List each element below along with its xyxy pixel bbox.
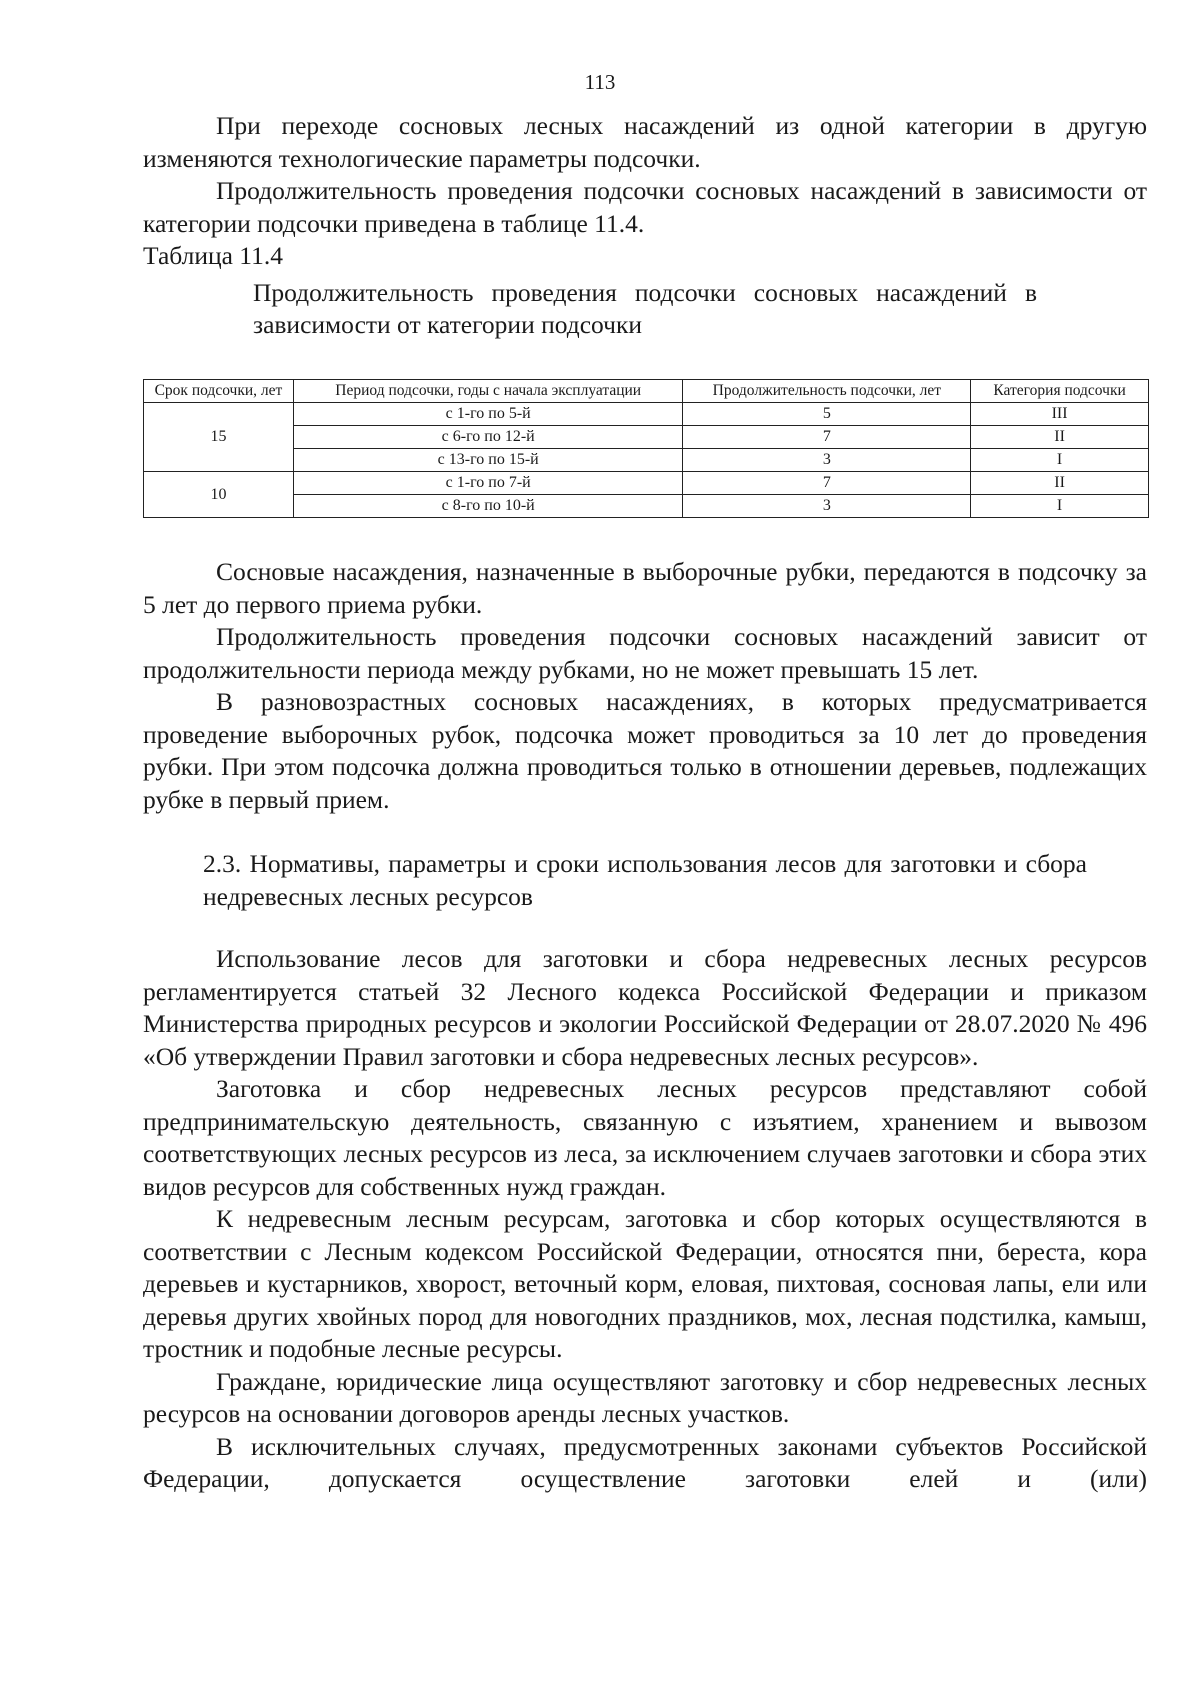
table-title: Продолжительность проведения подсочки сосновых насаждений в зависимости от категории подсочки <box>253 277 1037 339</box>
after-table-block <box>143 556 1147 1496</box>
table-cell-category: I <box>971 495 1149 518</box>
table-cell-duration: 7 <box>683 426 971 449</box>
table-row <box>144 472 1149 495</box>
table-cell-category: II <box>971 472 1149 495</box>
table-cell-category: I <box>971 449 1149 472</box>
after-table-paragraph-2: Продолжительность проведения подсочки сосновых насаждений зависит от продолжительности периода между рубками, но не может превышать 15 лет. <box>143 622 1147 684</box>
section-paragraph-1: Использование лесов для заготовки и сбора недревесных лесных ресурсов регламентируется статьей 32 Лесного кодекса Российской Федерации и приказом Министерства природных ресурсов и экологии Российской Федерации от 28.07.2020 № 496 «Об утверждении Правил заготовки и сбора недревесных лесных ресурсов». <box>143 944 1147 1071</box>
section-paragraph-5: В исключительных случаях, предусмотренных законами субъектов Российской Федерации, допускается осуществление заготовки елей и (или) <box>143 1431 1147 1493</box>
table-header-category: Категория подсочки <box>971 380 1149 403</box>
table-cell-period: с 13-го по 15-й <box>293 449 683 472</box>
table-cell-period: с 1-го по 5-й <box>293 403 683 426</box>
page-number: 113 <box>584 70 616 94</box>
intro-paragraph-2: Продолжительность проведения подсочки сосновых насаждений в зависимости от категории подсочки приведена в таблице 11.4. <box>143 176 1147 238</box>
table-cell-period: с 8-го по 10-й <box>293 495 683 518</box>
section-heading: 2.3. Нормативы, параметры и сроки использования лесов для заготовки и сбора недревесных лесных ресурсов <box>203 849 1087 911</box>
table-header-period: Период подсочки, годы с начала эксплуатации <box>293 380 683 403</box>
table-header-duration: Продолжительность подсочки, лет <box>683 380 971 403</box>
table-cell-duration: 5 <box>683 403 971 426</box>
table-cell-duration: 7 <box>683 472 971 495</box>
table-cell-term: 10 <box>144 472 294 518</box>
table-row <box>144 426 1149 449</box>
table-cell-category: III <box>971 403 1149 426</box>
table-label: Таблица 11.4 <box>143 241 283 270</box>
table-row <box>144 449 1149 472</box>
section-paragraph-3: К недревесным лесным ресурсам, заготовка и сбор которых осуществляются в соответствии с Лесным кодексом Российской Федерации, относятся пни, береста, кора деревьев и кустарников, хворост, веточный корм, еловая, пихтовая, сосновая лапы, ели или деревья других хвойных пород для новогодних праздников, мох, лесная подстилка, камыш, тростник и подобные лесные ресурсы. <box>143 1204 1147 1363</box>
table-cell-period: с 6-го по 12-й <box>293 426 683 449</box>
table-cell-duration: 3 <box>683 495 971 518</box>
table-cell-duration: 3 <box>683 449 971 472</box>
table-header-term: Срок подсочки, лет <box>144 380 294 403</box>
table-row <box>144 495 1149 518</box>
table-header-row <box>144 380 1149 403</box>
table-cell-category: II <box>971 426 1149 449</box>
after-table-paragraph-3: В разновозрастных сосновых насаждениях, в которых предусматривается проведение выборочных рубок, подсочка может проводиться за 10 лет до проведения рубки. При этом подсочка должна проводиться только в отношении деревьев, подлежащих рубке в первый прием. <box>143 687 1147 814</box>
section-paragraph-4: Граждане, юридические лица осуществляют заготовку и сбор недревесных лесных ресурсов на основании договоров аренды лесных участков. <box>143 1366 1147 1428</box>
intro-paragraph-1: При переходе сосновых лесных насаждений из одной категории в другую изменяются технологические параметры подсочки. <box>143 111 1147 173</box>
intro-block <box>143 110 1147 342</box>
data-table <box>143 379 1149 518</box>
table-cell-term: 15 <box>144 403 294 472</box>
after-table-paragraph-1: Сосновые насаждения, назначенные в выборочные рубки, передаются в подсочку за 5 лет до первого приема рубки. <box>143 557 1147 619</box>
section-paragraph-2: Заготовка и сбор недревесных лесных ресурсов представляют собой предпринимательскую деятельность, связанную с изъятием, хранением и вывозом соответствующих лесных ресурсов из леса, за исключением случаев заготовки и сбора этих видов ресурсов для собственных нужд граждан. <box>143 1074 1147 1201</box>
table-row <box>144 403 1149 426</box>
table-cell-period: с 1-го по 7-й <box>293 472 683 495</box>
